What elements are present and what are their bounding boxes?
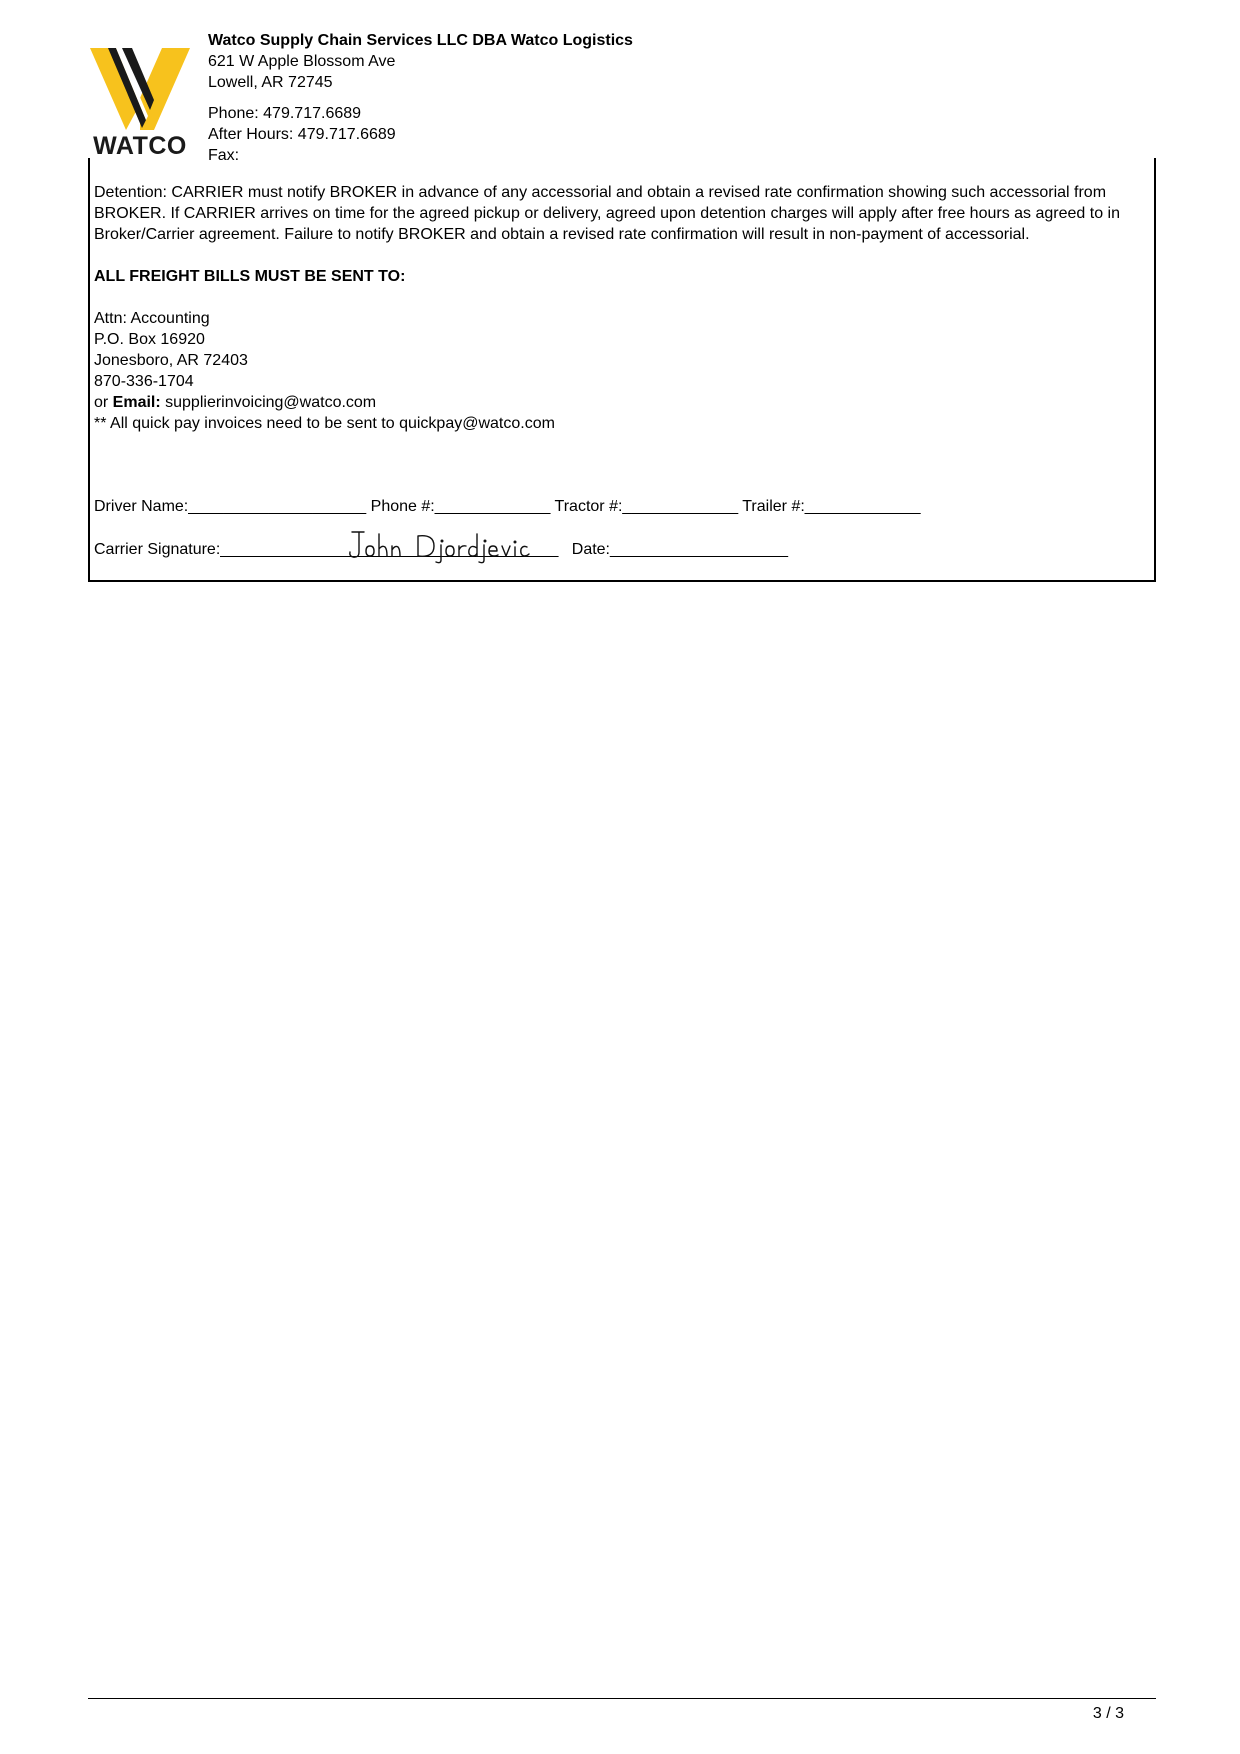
billing-email-address: supplierinvoicing@watco.com (160, 394, 377, 411)
billing-attn: Attn: Accounting (94, 310, 210, 327)
trailer-field[interactable]: Trailer #:_____________ (738, 498, 921, 515)
billing-phone: 870-336-1704 (94, 373, 194, 390)
watco-logo (88, 48, 192, 160)
company-phone: Phone: 479.717.6689 (208, 105, 362, 122)
tractor-field[interactable]: Tractor #:_____________ (550, 498, 739, 515)
handwritten-signature (346, 528, 576, 564)
quickpay-note: ** All quick pay invoices need to be sent to quickpay@watco.com (94, 415, 555, 432)
billing-po-box: P.O. Box 16920 (94, 331, 205, 348)
billing-address (94, 308, 1124, 434)
detention-paragraph: Detention: CARRIER must notify BROKER in advance of any accessorial and obtain a revised rate confirmation showing such accessorial from BROKER. If CARRIER arrives on time for the agreed pickup or delivery, agreed upon detention charges will apply after free hours as agreed to in Broker/Carrier agreement. Failure to notify BROKER and obtain a revised rate confirmation will result in non-payment of accessorial. (94, 184, 1120, 243)
billing-email-label: Email: (112, 394, 161, 411)
footer-rule (88, 1698, 1156, 1699)
billing-email-line (94, 392, 1124, 413)
carrier-signature-field[interactable]: Carrier Signature:______________________________________ (94, 541, 559, 558)
company-header (208, 30, 633, 166)
company-name: Watco Supply Chain Services LLC DBA Watco Logistics (208, 32, 633, 49)
company-address-line1: 621 W Apple Blossom Ave (208, 53, 396, 70)
driver-info-row (94, 496, 920, 517)
logo-wordmark: WATCO (93, 132, 187, 160)
billing-city: Jonesboro, AR 72403 (94, 352, 248, 369)
terms-content (94, 182, 1124, 434)
company-fax: Fax: (208, 147, 240, 164)
watco-w-logo-icon (88, 48, 192, 132)
company-address-line2: Lowell, AR 72745 (208, 74, 333, 91)
billing-email-prefix: or (94, 394, 113, 411)
driver-phone-field[interactable]: Phone #:_____________ (366, 498, 551, 515)
freight-bills-heading: ALL FREIGHT BILLS MUST BE SENT TO: (94, 268, 406, 285)
page-number: 3 / 3 (1092, 1705, 1124, 1722)
driver-name-field[interactable]: Driver Name:____________________ (94, 498, 367, 515)
company-after-hours: After Hours: 479.717.6689 (208, 126, 396, 143)
date-field[interactable]: Date:____________________ (558, 541, 788, 558)
